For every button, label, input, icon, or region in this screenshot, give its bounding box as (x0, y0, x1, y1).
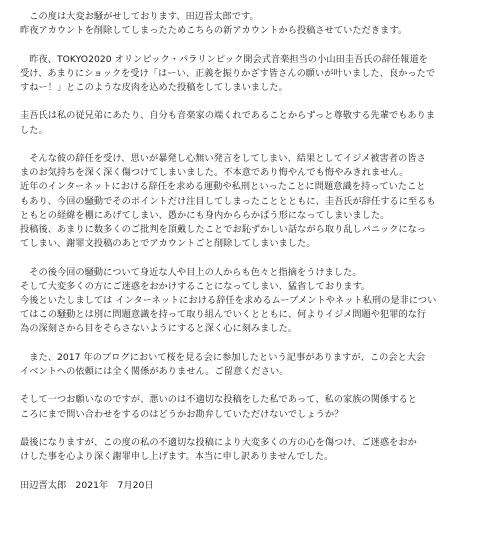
text-line: ともとの経緯を棚にあげてしまい、愚かにも身内かららかばう形になってしまいました。 (20, 209, 390, 221)
paragraph-family-request (20, 393, 480, 421)
text-line: てはこの騒動とは別に問題意識を持って取り組んでいくとともに、何よりイジメ問題や犯罪的な行 (20, 309, 427, 321)
text-line: 最後になりますが、この度の私の不適切な投稿により大変多くの方の心を傷つけ、ご迷惑をおか (20, 436, 417, 448)
text-line: けした事を心より深く謝罪申し上げます。本当に申し訳ありませんでした。 (20, 451, 334, 463)
text-line: 圭吾氏は私の従兄弟にあたり、自分も音楽家の端くれであることからずっと尊敬する先輩でもありま (20, 110, 436, 122)
text-line: ころにまで問い合わせをするのはどうかお勘弁していただけないでしょうか？ (20, 408, 344, 420)
text-line: した。 (20, 124, 48, 136)
paragraph-apology-detail (20, 152, 480, 251)
text-line: その後今回の騒動について身近な人や目上の人からも色々と指摘をうけました。 (20, 266, 362, 278)
text-line: すねー！」とこのような皮肉を込めた投稿をしてしまいました。 (20, 82, 288, 93)
text-line: 受け、あまりにショックを受け「はーい、正義を振りかざす皆さんの願いが叶いました、良かったで (20, 67, 436, 79)
text-line: 昨夜アカウントを削除してしまったためこちらの新アカウントから投稿させていただきます。 (20, 25, 408, 37)
text-line: てしまい、謝罪文投稿のあとでアカウントごと削除してしまいました。 (20, 238, 316, 250)
text-line: 今後といたしましては インターネットにおける辞任を求めるムーブメントやネット私刑の是非につい (20, 295, 437, 306)
text-line: そして一つお願いなのですが、悪いのは不適切な投稿をした私であって、私の家族の関係すると (20, 394, 417, 406)
statement-document (20, 10, 480, 493)
paragraph-incident (20, 53, 480, 96)
text-line: イベントへの依頼には全く関係がありません。ご留意ください。 (20, 366, 289, 377)
paragraph-intro (20, 10, 480, 38)
text-line: 近年のインターネットにおける辞任を求める運動や私刑といったことに問題意識を持っていたこと (20, 181, 426, 193)
paragraph-closing (20, 436, 480, 464)
signature-date: 田辺晋太郎 2021年 7月20日 (20, 479, 154, 491)
text-line: そして大変多くの方にご迷惑をおかけすることになってしまい、猛省しております。 (20, 280, 371, 292)
text-line: 為の深刻さから目をそらさないようにすると深く心に刻みました。 (20, 323, 298, 335)
text-line: 昨夜、TOKYO2020 オリンピック・パラリンピック開会式音楽担当の小山田圭吾氏の辞任報道を (20, 53, 428, 65)
paragraph-reflection (20, 266, 480, 337)
text-line: 投稿後、あまりに数多くのご批判を頂戴したことでお恥ずかしい話ながら取り乱しパニックになっ (20, 224, 427, 235)
text-line: まのお気持ちを深く深く傷つけてしまいました。不本意であり悔やんでも悔やみきれません。 (20, 167, 409, 179)
text-line: そんな彼の辞任を受け、思いが暴発し心無い発言をしてしまい、結果としてイジメ被害者の皆さ (20, 152, 426, 164)
text-line: また、2017 年のブログにおいて桜を見る会に参加したという記事がありますが、この会と大会 (20, 351, 426, 363)
paragraph-relation (20, 109, 480, 137)
text-line: この度は大変お騒がせしております、田辺晋太郎です。 (20, 11, 259, 22)
text-line: もあり、今回の騒動でそのポイントだけ注目してしまったこととともに、圭吾氏が辞任するに至るも (20, 195, 436, 207)
paragraph-blog-note (20, 351, 480, 379)
